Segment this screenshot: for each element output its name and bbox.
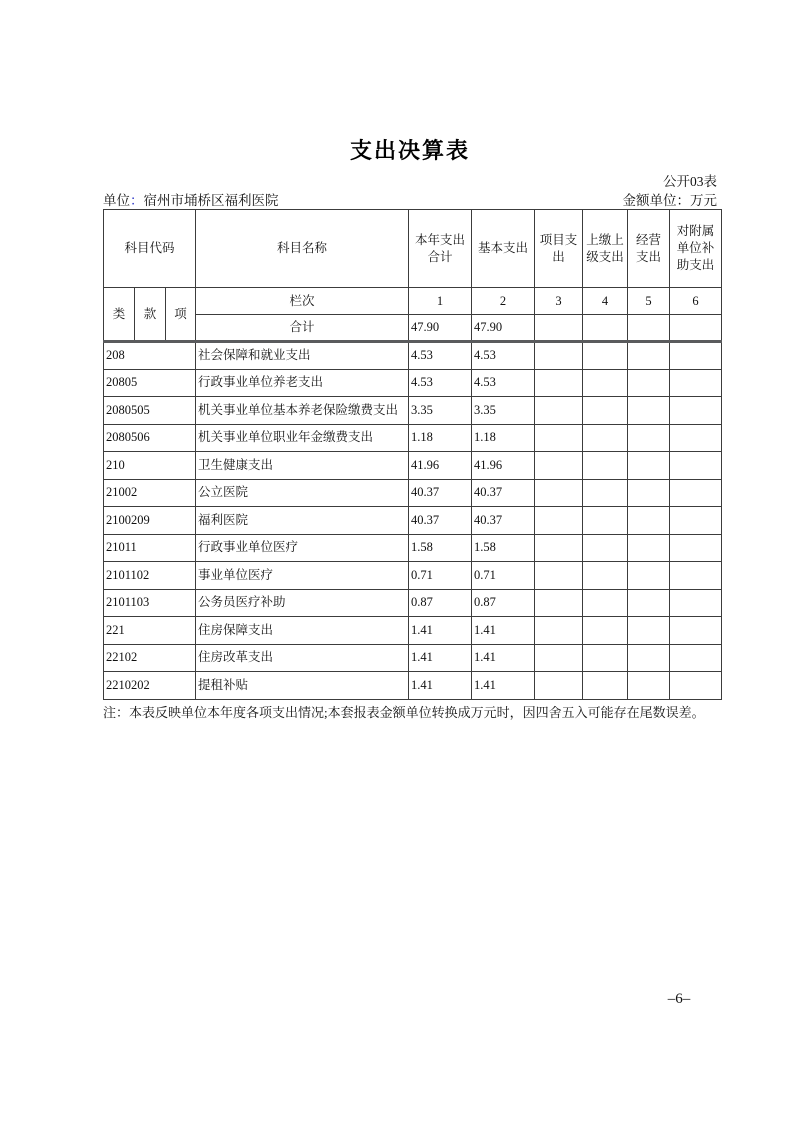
empty-cell-project [535, 479, 583, 507]
value-cell-basic: 4.53 [472, 369, 535, 397]
header-project: 项目支出 [535, 210, 583, 288]
empty-cell-superior [583, 342, 628, 370]
table-row [104, 424, 722, 452]
table-row [104, 672, 722, 700]
code-cell: 2101103 [104, 589, 196, 617]
code-cell: 210 [104, 452, 196, 480]
header-operating: 经营支出 [628, 210, 670, 288]
value-cell-basic: 4.53 [472, 342, 535, 370]
empty-cell-subsidy [670, 452, 722, 480]
empty-cell-project [535, 589, 583, 617]
header-row-main [104, 210, 722, 288]
column-index-4: 4 [583, 288, 628, 315]
value-cell-basic: 0.71 [472, 562, 535, 590]
empty-cell-superior [583, 369, 628, 397]
empty-cell-superior [583, 397, 628, 425]
name-cell: 住房保障支出 [196, 617, 409, 645]
table-row [104, 562, 722, 590]
name-cell: 社会保障和就业支出 [196, 342, 409, 370]
empty-cell-operating [628, 534, 670, 562]
table-row [104, 479, 722, 507]
total-to-superior-empty [583, 315, 628, 342]
name-cell: 机关事业单位职业年金缴费支出 [196, 424, 409, 452]
amount-unit: 金额单位：万元 [622, 193, 717, 208]
code-cell: 2080506 [104, 424, 196, 452]
page-title: 支出决算表 [349, 138, 470, 163]
empty-cell-project [535, 562, 583, 590]
column-index-1: 1 [409, 288, 472, 315]
empty-cell-project [535, 534, 583, 562]
empty-cell-subsidy [670, 342, 722, 370]
table-row [104, 452, 722, 480]
empty-cell-subsidy [670, 534, 722, 562]
code-cell: 208 [104, 342, 196, 370]
value-cell-basic: 41.96 [472, 452, 535, 480]
empty-cell-subsidy [670, 589, 722, 617]
table-row [104, 507, 722, 535]
empty-cell-subsidy [670, 617, 722, 645]
name-cell: 行政事业单位养老支出 [196, 369, 409, 397]
value-cell-total: 1.41 [409, 644, 472, 672]
table-row [104, 589, 722, 617]
header-to-superior: 上缴上级支出 [583, 210, 628, 288]
header-class: 类 [104, 288, 135, 342]
value-cell-basic: 1.41 [472, 617, 535, 645]
empty-cell-subsidy [670, 397, 722, 425]
name-cell: 公立医院 [196, 479, 409, 507]
value-cell-basic: 3.35 [472, 397, 535, 425]
name-cell: 卫生健康支出 [196, 452, 409, 480]
value-cell-basic: 40.37 [472, 479, 535, 507]
value-cell-total: 3.35 [409, 397, 472, 425]
unit-name-field [103, 189, 279, 209]
header-section: 款 [135, 288, 166, 342]
name-cell: 公务员医疗补助 [196, 589, 409, 617]
empty-cell-superior [583, 562, 628, 590]
value-cell-basic: 1.18 [472, 424, 535, 452]
value-cell-total: 0.71 [409, 562, 472, 590]
code-cell: 21002 [104, 479, 196, 507]
unit-line [103, 189, 717, 209]
empty-cell-project [535, 672, 583, 700]
footnote: 注：本表反映单位本年度各项支出情况;本套报表金额单位转换成万元时，因四舍五入可能存在尾数误差。 [103, 705, 705, 720]
empty-cell-operating [628, 342, 670, 370]
header-basic: 基本支出 [472, 210, 535, 288]
value-cell-basic: 0.87 [472, 589, 535, 617]
code-cell: 221 [104, 617, 196, 645]
empty-cell-superior [583, 672, 628, 700]
table-row [104, 644, 722, 672]
header-current-year-total: 本年支出合计 [409, 210, 472, 288]
empty-cell-project [535, 424, 583, 452]
total-label: 合计 [196, 315, 409, 342]
table-row [104, 369, 722, 397]
column-row-label: 栏次 [196, 288, 409, 315]
empty-cell-operating [628, 644, 670, 672]
table-row [104, 397, 722, 425]
value-cell-basic: 1.58 [472, 534, 535, 562]
value-cell-total: 1.18 [409, 424, 472, 452]
empty-cell-superior [583, 452, 628, 480]
code-cell: 2100209 [104, 507, 196, 535]
value-cell-total: 40.37 [409, 507, 472, 535]
code-cell: 2210202 [104, 672, 196, 700]
total-row [104, 315, 722, 342]
form-code: 公开03表 [663, 174, 717, 189]
total-operating-empty [628, 315, 670, 342]
unit-name: 宿州市埇桥区福利医院 [143, 193, 279, 208]
empty-cell-project [535, 452, 583, 480]
column-index-5: 5 [628, 288, 670, 315]
empty-cell-operating [628, 672, 670, 700]
empty-cell-subsidy [670, 424, 722, 452]
empty-cell-project [535, 369, 583, 397]
name-cell: 福利医院 [196, 507, 409, 535]
total-project-empty [535, 315, 583, 342]
header-item: 项 [166, 288, 196, 342]
empty-cell-subsidy [670, 507, 722, 535]
expenditure-table [103, 209, 722, 700]
empty-cell-project [535, 342, 583, 370]
empty-cell-superior [583, 479, 628, 507]
value-cell-total: 1.41 [409, 617, 472, 645]
total-subsidy-empty [670, 315, 722, 342]
empty-cell-project [535, 644, 583, 672]
code-cell: 20805 [104, 369, 196, 397]
total-current-year: 47.90 [409, 315, 472, 342]
value-cell-total: 41.96 [409, 452, 472, 480]
name-cell: 住房改革支出 [196, 644, 409, 672]
code-cell: 22102 [104, 644, 196, 672]
column-index-2: 2 [472, 288, 535, 315]
name-cell: 事业单位医疗 [196, 562, 409, 590]
empty-cell-subsidy [670, 479, 722, 507]
table-row [104, 617, 722, 645]
empty-cell-operating [628, 507, 670, 535]
page-number: –6– [667, 991, 691, 1007]
unit-colon: ： [130, 193, 144, 208]
unit-label: 单位 [103, 193, 130, 208]
header-subject-name: 科目名称 [196, 210, 409, 288]
value-cell-basic: 1.41 [472, 644, 535, 672]
table-body [104, 342, 722, 700]
empty-cell-subsidy [670, 562, 722, 590]
value-cell-total: 1.58 [409, 534, 472, 562]
code-cell: 2080505 [104, 397, 196, 425]
header-subject-code: 科目代码 [104, 210, 196, 288]
empty-cell-project [535, 617, 583, 645]
value-cell-total: 40.37 [409, 479, 472, 507]
total-basic: 47.90 [472, 315, 535, 342]
empty-cell-operating [628, 397, 670, 425]
value-cell-total: 4.53 [409, 369, 472, 397]
empty-cell-project [535, 397, 583, 425]
empty-cell-superior [583, 644, 628, 672]
empty-cell-operating [628, 562, 670, 590]
empty-cell-subsidy [670, 672, 722, 700]
value-cell-basic: 40.37 [472, 507, 535, 535]
empty-cell-superior [583, 617, 628, 645]
empty-cell-operating [628, 617, 670, 645]
code-cell: 21011 [104, 534, 196, 562]
empty-cell-operating [628, 452, 670, 480]
empty-cell-subsidy [670, 644, 722, 672]
empty-cell-operating [628, 369, 670, 397]
name-cell: 机关事业单位基本养老保险缴费支出 [196, 397, 409, 425]
name-cell: 提租补贴 [196, 672, 409, 700]
empty-cell-subsidy [670, 369, 722, 397]
table-row [104, 342, 722, 370]
value-cell-total: 0.87 [409, 589, 472, 617]
value-cell-total: 1.41 [409, 672, 472, 700]
empty-cell-project [535, 507, 583, 535]
header-subsidy-affiliated: 对附属单位补助支出 [670, 210, 722, 288]
column-index-3: 3 [535, 288, 583, 315]
value-cell-basic: 1.41 [472, 672, 535, 700]
value-cell-total: 4.53 [409, 342, 472, 370]
header-row-columns [104, 288, 722, 315]
table-row [104, 534, 722, 562]
code-cell: 2101102 [104, 562, 196, 590]
empty-cell-operating [628, 424, 670, 452]
empty-cell-superior [583, 507, 628, 535]
empty-cell-superior [583, 534, 628, 562]
column-index-6: 6 [670, 288, 722, 315]
empty-cell-operating [628, 589, 670, 617]
empty-cell-superior [583, 424, 628, 452]
name-cell: 行政事业单位医疗 [196, 534, 409, 562]
empty-cell-superior [583, 589, 628, 617]
empty-cell-operating [628, 479, 670, 507]
